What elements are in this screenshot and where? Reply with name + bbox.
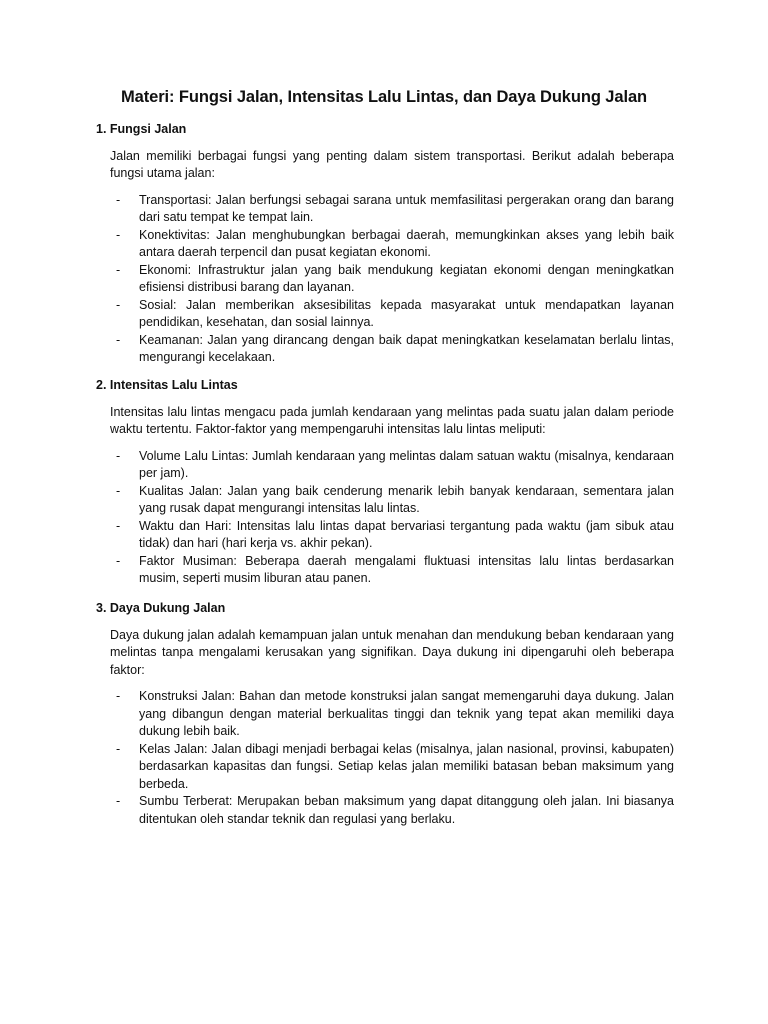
list-item	[96, 553, 674, 588]
section-intro: Daya dukung jalan adalah kemampuan jalan untuk menahan dan mendukung beban kendaraan yang melintas tanpa mengalami kerusakan yang signifikan. Daya dukung ini dipengaruhi oleh beberapa faktor:	[110, 627, 674, 677]
list-item	[96, 793, 674, 828]
list-item	[96, 448, 674, 483]
list-item	[96, 688, 674, 741]
list-item	[96, 518, 674, 553]
bullet-dash: -	[116, 332, 121, 347]
list-item-text: Sosial: Jalan memberikan aksesibilitas kepada masyarakat untuk mendapatkan layanan pendidikan, kesehatan, dan sosial lainnya.	[139, 297, 674, 329]
bullet-list	[96, 192, 674, 367]
bullet-dash: -	[116, 553, 121, 568]
list-item	[96, 227, 674, 262]
list-item-text: Ekonomi: Infrastruktur jalan yang baik mendukung kegiatan ekonomi dengan meningkatkan efisiensi distribusi barang dan layanan.	[139, 262, 674, 294]
list-item-text: Konektivitas: Jalan menghubungkan berbagai daerah, memungkinkan akses yang lebih baik antara daerah terpencil dan pusat kegiatan ekonomi.	[139, 227, 674, 259]
bullet-dash: -	[116, 227, 121, 242]
bullet-dash: -	[116, 689, 121, 703]
list-item	[96, 332, 674, 367]
section-heading: 1. Fungsi Jalan	[96, 122, 187, 136]
list-item	[96, 192, 674, 227]
section-intro: Jalan memiliki berbagai fungsi yang penting dalam sistem transportasi. Berikut adalah beberapa fungsi utama jalan:	[110, 148, 674, 180]
list-item-text: Volume Lalu Lintas: Jumlah kendaraan yang melintas dalam satuan waktu (misalnya, kendaraan per jam).	[139, 448, 674, 480]
bullet-dash: -	[116, 448, 121, 463]
list-item-text: Faktor Musiman: Beberapa daerah mengalami fluktuasi intensitas lalu lintas berdasarkan musim, seperti musim liburan atau panen.	[139, 553, 674, 585]
bullet-dash: -	[116, 741, 121, 756]
bullet-dash: -	[116, 518, 121, 533]
list-item-text: Transportasi: Jalan berfungsi sebagai sarana untuk memfasilitasi pergerakan orang dan barang dari satu tempat ke tempat lain.	[139, 192, 674, 224]
list-item	[96, 262, 674, 297]
section-heading: 3. Daya Dukung Jalan	[96, 601, 226, 615]
bullet-dash: -	[116, 297, 121, 312]
bullet-dash: -	[116, 483, 121, 498]
bullet-list	[96, 448, 674, 588]
section-daya-dukung-jalan	[96, 600, 674, 828]
list-item	[96, 741, 674, 794]
list-item-text: Kelas Jalan: Jalan dibagi menjadi berbagai kelas (misalnya, jalan nasional, provinsi, kabupaten) berdasarkan kapasitas dan fungsi. Setiap kelas jalan memiliki batasan beban maksimum yang berbeda.	[139, 741, 674, 791]
section-fungsi-jalan	[96, 121, 674, 367]
bullet-dash: -	[116, 794, 121, 808]
bullet-dash: -	[116, 192, 121, 207]
bullet-dash: -	[116, 262, 121, 277]
list-item-text: Keamanan: Jalan yang dirancang dengan baik dapat meningkatkan keselamatan berlalu lintas, mengurangi kecelakaan.	[139, 332, 674, 364]
list-item-text: Konstruksi Jalan: Bahan dan metode konstruksi jalan sangat memengaruhi daya dukung. Jalan yang dibangun dengan material berkualitas tinggi dan teknik yang tepat akan memiliki daya dukung lebih baik.	[139, 689, 674, 738]
section-intro: Intensitas lalu lintas mengacu pada jumlah kendaraan yang melintas pada suatu jalan dalam periode waktu tertentu. Faktor-faktor yang mempengaruhi intensitas lalu lintas meliputi:	[110, 404, 674, 436]
document-title: Materi: Fungsi Jalan, Intensitas Lalu Lintas, dan Daya Dukung Jalan	[121, 88, 647, 106]
bullet-list	[96, 688, 674, 828]
section-intensitas-lalu-lintas	[96, 377, 674, 588]
list-item	[96, 297, 674, 332]
list-item	[96, 483, 674, 518]
list-item-text: Sumbu Terberat: Merupakan beban maksimum yang dapat ditanggung oleh jalan. Ini biasanya ditentukan oleh standar teknik dan regulasi yang berlaku.	[139, 794, 674, 826]
list-item-text: Waktu dan Hari: Intensitas lalu lintas dapat bervariasi tergantung pada waktu (jam sibuk atau tidak) dan hari (hari kerja vs. akhir pekan).	[139, 518, 674, 550]
section-heading: 2. Intensitas Lalu Lintas	[96, 378, 238, 392]
list-item-text: Kualitas Jalan: Jalan yang baik cenderung menarik lebih banyak kendaraan, sementara jalan yang rusak dapat mengurangi intensitas lalu lintas.	[139, 483, 674, 515]
